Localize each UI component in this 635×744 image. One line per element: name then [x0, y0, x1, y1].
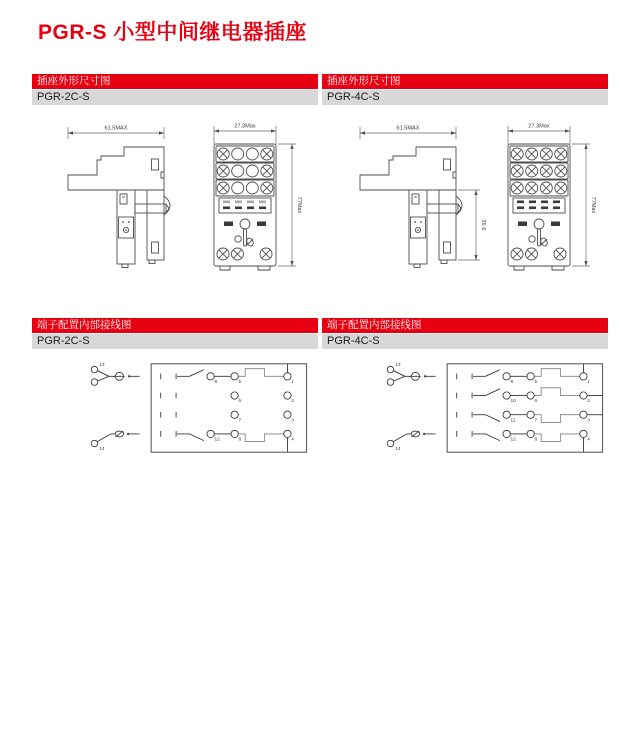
- section-header-outline-right: 插座外形尺寸图: [322, 74, 608, 89]
- coil-terminal-14: 14: [395, 447, 401, 453]
- coil-circuit: [91, 362, 139, 452]
- pole-row: [473, 364, 590, 385]
- side-view-drawing-4c: [330, 114, 490, 276]
- model-label-pgr-2c-s: PGR-2C-S: [32, 90, 318, 105]
- terminal-no: 6: [238, 399, 242, 405]
- terminal-com: 12: [214, 437, 220, 443]
- front-view-drawing-2c: [196, 114, 311, 276]
- outline-section-right: [322, 74, 608, 105]
- coil-circuit: [387, 362, 435, 452]
- side-width-dim: 61.5MAX: [104, 125, 128, 132]
- terminal-nc: 3: [587, 418, 590, 424]
- dimension-rail-height: [458, 190, 486, 260]
- terminal-com: 9: [214, 380, 218, 386]
- pole-row: [177, 364, 294, 385]
- coil-terminal-screws: [217, 248, 272, 260]
- page-title: PGR-S 小型中间继电器插座: [38, 21, 307, 44]
- terminal-no: 8: [238, 437, 242, 443]
- terminal-nc: 1: [587, 380, 590, 386]
- dimension-front-height: [278, 144, 302, 266]
- coil-terminal-screws: [511, 248, 566, 260]
- section-header-wiring-left: 端子配置内部接线图: [32, 318, 318, 333]
- terminal-no: 8: [534, 437, 538, 443]
- front-height-dim: 77Max: [296, 196, 302, 214]
- terminal-no: 7: [238, 418, 242, 424]
- terminal-com: 11: [510, 418, 516, 424]
- pole-row: [177, 430, 294, 452]
- coil-terminal-13: 13: [99, 362, 105, 368]
- pole-row: [473, 411, 603, 423]
- terminal-nc: 3: [291, 418, 294, 424]
- front-width-dim: 27.3Max: [234, 123, 256, 130]
- marking-window: [517, 201, 560, 210]
- pole-row: [231, 411, 294, 423]
- terminal-com: 10: [510, 399, 516, 405]
- model-label-pgr-2c-s-wiring: PGR-2C-S: [32, 334, 318, 349]
- terminal-no: 6: [534, 399, 538, 405]
- section-header-outline-left: 插座外形尺寸图: [32, 74, 318, 89]
- section-header-wiring-right: 端子配置内部接线图: [322, 318, 608, 333]
- pole-row: [473, 430, 590, 452]
- coil-terminal-14: 14: [99, 447, 105, 453]
- outline-section-left: [32, 74, 318, 105]
- terminal-com: 12: [510, 437, 516, 443]
- front-height-dim: 77Max: [590, 196, 596, 214]
- terminal-no: 7: [534, 418, 538, 424]
- terminal-no: 5: [238, 380, 242, 386]
- front-width-dim: 27.3Max: [528, 123, 550, 130]
- terminal-nc: 2: [587, 399, 590, 405]
- terminal-nc: 1: [291, 380, 294, 386]
- dimension-width: [360, 126, 456, 140]
- model-label-pgr-4c-s-wiring: PGR-4C-S: [322, 334, 608, 349]
- lock-lever: [235, 229, 255, 247]
- coil-terminal-13: 13: [395, 362, 401, 368]
- dimension-front-width: [214, 124, 276, 145]
- wiring-section-left: [32, 318, 318, 349]
- marking-window: [223, 201, 266, 210]
- side-view-drawing-2c: [38, 114, 188, 276]
- front-view-drawing-4c: [490, 114, 605, 276]
- wiring-diagram-4c: [378, 352, 618, 464]
- terminal-nc: 2: [291, 399, 294, 405]
- dimension-front-height: [572, 144, 596, 266]
- pole-row: [473, 388, 603, 404]
- wiring-diagram-2c: [82, 352, 322, 464]
- terminal-no: 5: [534, 380, 538, 386]
- model-label-pgr-4c-s: PGR-4C-S: [322, 90, 608, 105]
- terminal-nc: 4: [587, 437, 590, 443]
- side-width-dim: 61.5MAX: [396, 125, 420, 132]
- terminal-com: 9: [510, 380, 514, 386]
- rail-height-dim: 35.6: [480, 219, 486, 231]
- terminal-nc: 4: [291, 437, 294, 443]
- dimension-front-width: [508, 124, 570, 145]
- lock-lever: [529, 229, 549, 247]
- wiring-section-right: [322, 318, 608, 349]
- pole-row: [231, 392, 294, 404]
- dimension-width: [68, 126, 164, 140]
